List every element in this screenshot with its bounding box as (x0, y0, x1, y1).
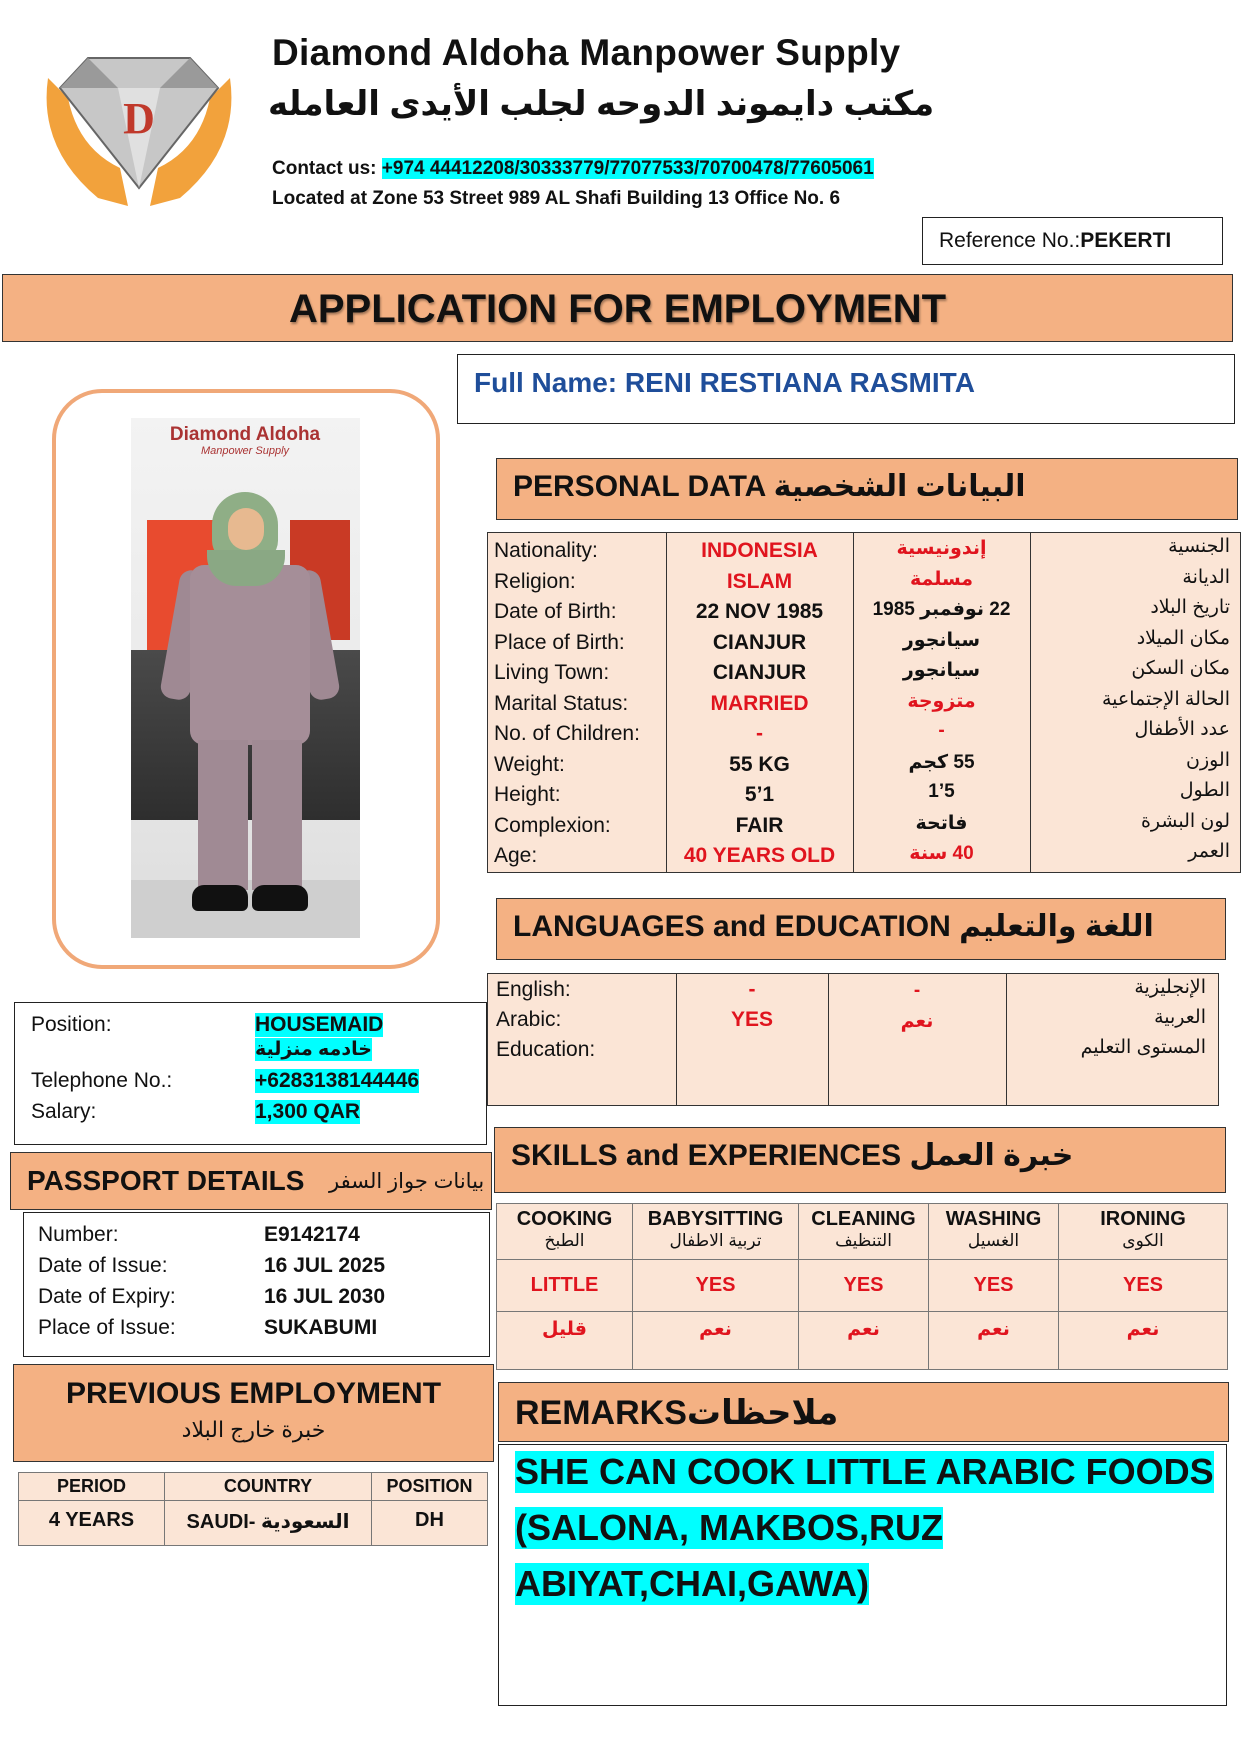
skill-level: YES (633, 1260, 799, 1312)
company-name-arabic: مكتب دايموند الدوحه لجلب الأيدى العامله (268, 85, 935, 123)
passport-field-label: Number: (38, 1223, 119, 1246)
skill-name-arabic: الطبخ (544, 1231, 585, 1250)
skill-level: YES (799, 1260, 929, 1312)
skill-name: WASHING (945, 1208, 1042, 1230)
passport-field-value: 16 JUL 2025 (264, 1254, 386, 1277)
language-value: - (748, 978, 756, 1001)
field-value: 22 NOV 1985 (695, 600, 824, 623)
passport-header-title: PASSPORT DETAILS (27, 1165, 305, 1196)
skill-name-arabic: الغسيل (967, 1231, 1020, 1250)
field-label: No. of Children: (494, 722, 640, 745)
field-value: MARRIED (710, 691, 809, 715)
salary-value: 1,300 QAR (255, 1100, 361, 1123)
field-label-arabic: عدد الأطفال (1134, 719, 1230, 740)
field-label-arabic: لون البشرة (1140, 810, 1230, 832)
contact-label: Contact us: (272, 158, 382, 179)
skill-level: LITTLE (497, 1260, 633, 1312)
column-header-position: POSITION (372, 1473, 487, 1501)
field-label-arabic: مكان الميلاد (1136, 627, 1230, 649)
personal-data-table (487, 532, 1241, 873)
field-value: CIANJUR (712, 661, 807, 684)
skill-name-cell (497, 1204, 633, 1260)
column-header-country: COUNTRY (165, 1473, 372, 1501)
field-label: Place of Birth: (494, 630, 625, 654)
company-logo (28, 38, 250, 216)
language-label: Education: (496, 1038, 596, 1061)
photo-figure-torso (190, 565, 310, 745)
field-label-arabic: الحالة الإجتماعية (1102, 688, 1230, 710)
personal-data-header: PERSONAL DATA البيانات الشخصية (496, 458, 1238, 520)
field-label: Height: (494, 783, 561, 806)
skill-name: CLEANING (811, 1208, 916, 1230)
field-value-arabic: إندونيسية (896, 538, 987, 559)
skill-level: YES (929, 1260, 1059, 1312)
skill-level-arabic: نعم (799, 1312, 929, 1369)
remarks-line: ABIYAT,CHAI,GAWA) (515, 1563, 870, 1604)
position-label: Position: (31, 1013, 112, 1036)
skill-name-cell (1059, 1204, 1227, 1260)
field-value: INDONESIA (701, 539, 818, 562)
skill-level-arabic: نعم (929, 1312, 1059, 1369)
previous-employment-table (18, 1472, 488, 1546)
field-value-arabic: 22 نوفمبر 1985 (872, 599, 1011, 620)
passport-field-label: Date of Issue: (38, 1254, 168, 1277)
field-label-arabic: الجنسية (1168, 536, 1230, 557)
position-box (14, 1002, 487, 1145)
field-label: Living Town: (494, 661, 610, 684)
field-value: 5’1 (744, 783, 775, 806)
field-label-arabic: الوزن (1185, 749, 1230, 771)
office-location: Located at Zone 53 Street 989 AL Shafi Building 13 Office No. 6 (272, 188, 841, 209)
telephone-value: +6283138144446 (255, 1069, 420, 1092)
field-label: Age: (494, 844, 538, 867)
reference-label: Reference No.: (939, 229, 1081, 252)
telephone-label: Telephone No.: (31, 1069, 173, 1092)
photo-figure-leg (252, 740, 302, 890)
contact-line (272, 158, 874, 180)
salary-label: Salary: (31, 1100, 97, 1123)
field-value: ISLAM (726, 569, 793, 593)
field-label-arabic: تاريخ البلاد (1150, 597, 1230, 618)
field-value-arabic: مسلمة (909, 568, 974, 590)
field-label-arabic: الطول (1179, 780, 1230, 801)
language-label: English: (496, 978, 571, 1001)
passport-field-value: 16 JUL 2030 (264, 1285, 386, 1308)
field-label: Religion: (494, 569, 576, 593)
languages-table (487, 973, 1219, 1106)
skill-name-arabic: الكوى (1122, 1231, 1164, 1250)
passport-field-label: Date of Expiry: (38, 1285, 176, 1308)
previous-employment-arabic: خبرة خارج البلاد (181, 1417, 326, 1442)
field-value-arabic: متزوجة (907, 690, 976, 712)
remarks-header: REMARKSملاحظات (498, 1382, 1229, 1442)
contact-numbers: +974 44412208/30333779/77077533/70700478/77605061 (381, 158, 874, 179)
skill-level-arabic: نعم (1126, 1319, 1160, 1340)
language-value-arabic: نعم (900, 1011, 934, 1032)
period-cell: 4 YEARS (19, 1501, 165, 1545)
photo-figure-leg (198, 740, 248, 890)
field-value-arabic: سيانجور (902, 629, 981, 651)
photo-figure-shoe (192, 885, 248, 911)
position-cell: DH (415, 1509, 444, 1531)
photo-figure-face (228, 508, 264, 550)
skill-name-cell (799, 1204, 929, 1260)
photo-figure-shoe (252, 885, 308, 911)
field-value: 55 KG (729, 752, 790, 776)
skill-name: BABYSITTING (647, 1208, 784, 1230)
company-name: Diamond Aldoha Manpower Supply (272, 32, 901, 73)
field-value: 40 YEARS OLD (683, 844, 836, 867)
previous-employment-title: PREVIOUS EMPLOYMENT (65, 1377, 442, 1410)
application-title: APPLICATION FOR EMPLOYMENT (2, 274, 1233, 342)
field-label-arabic: الديانة (1182, 566, 1230, 588)
skill-level: YES (1059, 1260, 1227, 1312)
passport-field-label: Place of Issue: (38, 1316, 176, 1339)
reference-box (922, 217, 1223, 265)
field-value-arabic: 40 سنة (909, 843, 974, 864)
field-value-arabic: - (938, 720, 945, 741)
field-value-arabic: 5’1 (928, 781, 955, 802)
language-value-arabic: - (913, 980, 921, 1001)
photo-banner-title: Diamond Aldoha (169, 424, 321, 445)
field-label: Complexion: (494, 813, 611, 837)
language-label: Arabic: (496, 1008, 562, 1031)
skill-name-arabic: التنظيف (835, 1231, 892, 1250)
field-value-arabic: فاتحة (915, 812, 968, 834)
reference-value: PEKERTI (1080, 229, 1172, 252)
field-label-arabic: العمر (1188, 841, 1230, 862)
passport-field-value: E9142174 (264, 1223, 360, 1246)
languages-header: LANGUAGES and EDUCATION اللغة والتعليم (496, 898, 1226, 960)
passport-header (10, 1152, 492, 1210)
previous-employment-header (13, 1364, 494, 1462)
field-label: Date of Birth: (494, 600, 617, 623)
field-label: Marital Status: (494, 691, 629, 715)
remarks-line: SHE CAN COOK LITTLE ARABIC FOODS (515, 1451, 1214, 1492)
field-value: CIANJUR (712, 630, 807, 654)
field-label: Nationality: (494, 539, 598, 562)
position-value: HOUSEMAID (255, 1013, 384, 1036)
passport-details (23, 1212, 490, 1357)
skills-header: SKILLS and EXPERIENCES خبرة العمل (494, 1127, 1226, 1193)
field-value: - (756, 722, 763, 745)
skill-name-cell (929, 1204, 1059, 1260)
passport-header-arabic: بيانات جواز السفر (329, 1170, 485, 1193)
full-name: Full Name: RENI RESTIANA RASMITA (457, 354, 1235, 424)
column-header-period: PERIOD (19, 1473, 165, 1501)
field-label: Weight: (494, 752, 565, 776)
skill-name: IRONING (1100, 1208, 1186, 1230)
skill-name-cell (633, 1204, 799, 1260)
skill-level-arabic: قليل (497, 1312, 633, 1369)
photo-banner-subtitle: Manpower Supply (200, 445, 290, 457)
remarks-line: (SALONA, MAKBOS,RUZ (515, 1507, 943, 1548)
country-cell: SAUDI- السعودية (165, 1501, 372, 1545)
skills-table (496, 1203, 1228, 1370)
passport-field-value: SUKABUMI (264, 1316, 378, 1339)
skill-name-arabic: تربية الاطفال (669, 1231, 762, 1250)
language-label-arabic: الإنجليزية (1134, 977, 1206, 998)
field-value-arabic: سيانجور (902, 660, 981, 681)
language-label-arabic: المستوى التعليم (1080, 1037, 1206, 1058)
remarks-box (498, 1444, 1227, 1706)
field-label-arabic: مكان السكن (1131, 658, 1230, 679)
field-value-arabic: 55 كجم (908, 751, 975, 773)
skill-level-arabic: نعم (633, 1312, 799, 1369)
skill-name: COOKING (516, 1208, 613, 1230)
language-label-arabic: العربية (1154, 1007, 1206, 1028)
field-value: FAIR (735, 813, 784, 837)
svg-text:D: D (123, 94, 155, 143)
language-value: YES (730, 1008, 774, 1031)
position-value-arabic: خادمه منزلية (255, 1039, 372, 1060)
